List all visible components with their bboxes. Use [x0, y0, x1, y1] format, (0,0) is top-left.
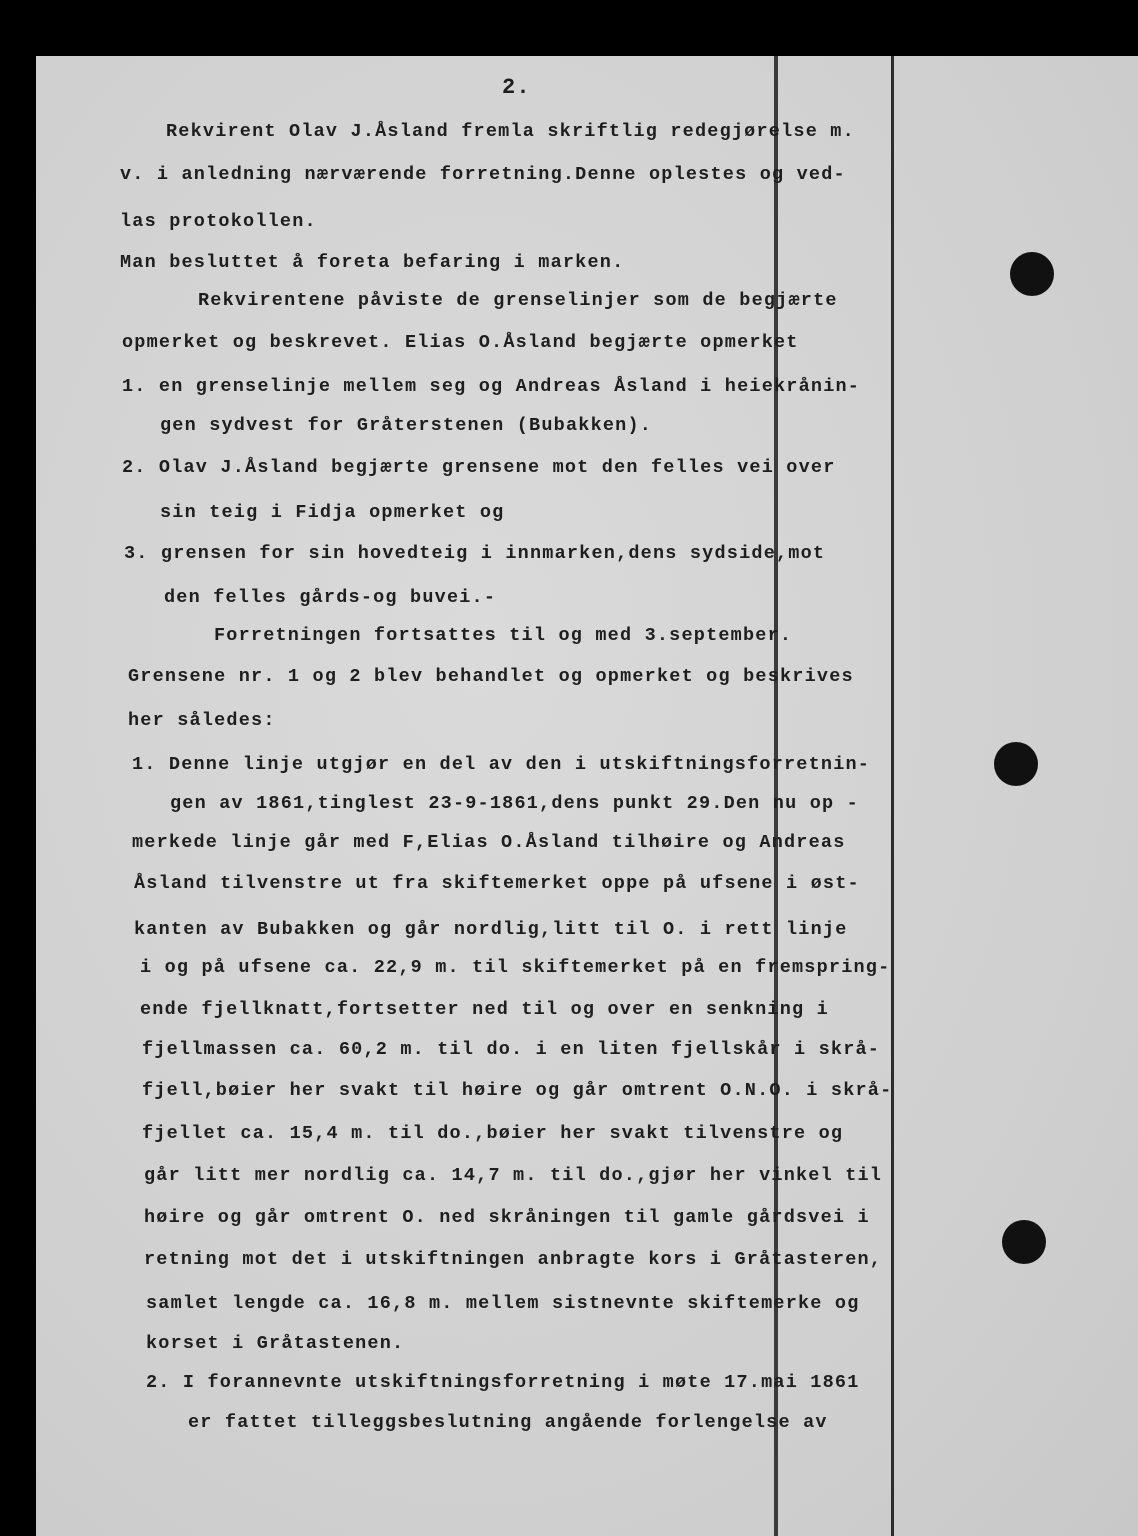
- text-line: gen sydvest for Gråterstenen (Bubakken).: [160, 415, 653, 436]
- text-line: gen av 1861,tinglest 23-9-1861,dens punkt 29.Den nu op -: [170, 793, 859, 814]
- text-line: Rekvirentene påviste de grenselinjer som de begjærte: [198, 290, 838, 311]
- text-line: fjell,bøier her svakt til høire og går omtrent O.N.O. i skrå-: [142, 1080, 893, 1101]
- text-line: retning mot det i utskiftningen anbragte kors i Gråtasteren,: [144, 1249, 883, 1270]
- document-page: [36, 56, 1138, 1536]
- text-line: 2. Olav J.Åsland begjærte grensene mot den felles vei over: [122, 457, 836, 478]
- text-line: Rekvirent Olav J.Åsland fremla skriftlig redegjørelse m.: [166, 121, 855, 142]
- text-line: opmerket og beskrevet. Elias O.Åsland begjærte opmerket: [122, 332, 799, 353]
- text-line: v. i anledning nærværende forretning.Denne oplestes og ved-: [120, 164, 846, 185]
- text-line: samlet lengde ca. 16,8 m. mellem sistnevnte skiftemerke og: [146, 1293, 860, 1314]
- text-line: går litt mer nordlig ca. 14,7 m. til do.,gjør her vinkel til: [144, 1165, 883, 1186]
- text-line: sin teig i Fidja opmerket og: [160, 502, 505, 523]
- text-line: 2. I forannevnte utskiftningsforretning i møte 17.mai 1861: [146, 1372, 860, 1393]
- text-line: 3. grensen for sin hovedteig i innmarken,dens sydside,mot: [124, 543, 826, 564]
- text-line: fjellmassen ca. 60,2 m. til do. i en liten fjellskår i skrå-: [142, 1039, 881, 1060]
- text-line: den felles gårds-og buvei.-: [164, 587, 497, 608]
- text-line: høire og går omtrent O. ned skråningen til gamle gårdsvei i: [144, 1207, 870, 1228]
- text-line: fjellet ca. 15,4 m. til do.,bøier her svakt tilvenstre og: [142, 1123, 844, 1144]
- text-line: 1. Denne linje utgjør en del av den i utskiftningsforretnin-: [132, 754, 871, 775]
- text-line: korset i Gråtastenen.: [146, 1333, 405, 1354]
- text-line: ende fjellknatt,fortsetter ned til og over en senkning i: [140, 999, 829, 1020]
- text-line: Grensene nr. 1 og 2 blev behandlet og opmerket og beskrives: [128, 666, 854, 687]
- text-line: Man besluttet å foreta befaring i marken.: [120, 252, 625, 273]
- text-line: er fattet tilleggsbeslutning angående forlengelse av: [188, 1412, 828, 1433]
- text-line: her således:: [128, 710, 276, 731]
- text-line: merkede linje går med F,Elias O.Åsland tilhøire og Andreas: [132, 832, 846, 853]
- text-line: las protokollen.: [120, 211, 317, 232]
- text-line: Åsland tilvenstre ut fra skiftemerket oppe på ufsene i øst-: [134, 873, 860, 894]
- text-line: 1. en grenselinje mellem seg og Andreas Åsland i heiekrånin-: [122, 376, 861, 397]
- text-line: Forretningen fortsattes til og med 3.september.: [214, 625, 793, 646]
- page-number: 2.: [502, 75, 531, 100]
- text-line: kanten av Bubakken og går nordlig,litt til O. i rett linje: [134, 919, 848, 940]
- handwritten-typed-text: [36, 56, 1138, 1536]
- text-line: i og på ufsene ca. 22,9 m. til skiftemerket på en fremspring-: [140, 957, 891, 978]
